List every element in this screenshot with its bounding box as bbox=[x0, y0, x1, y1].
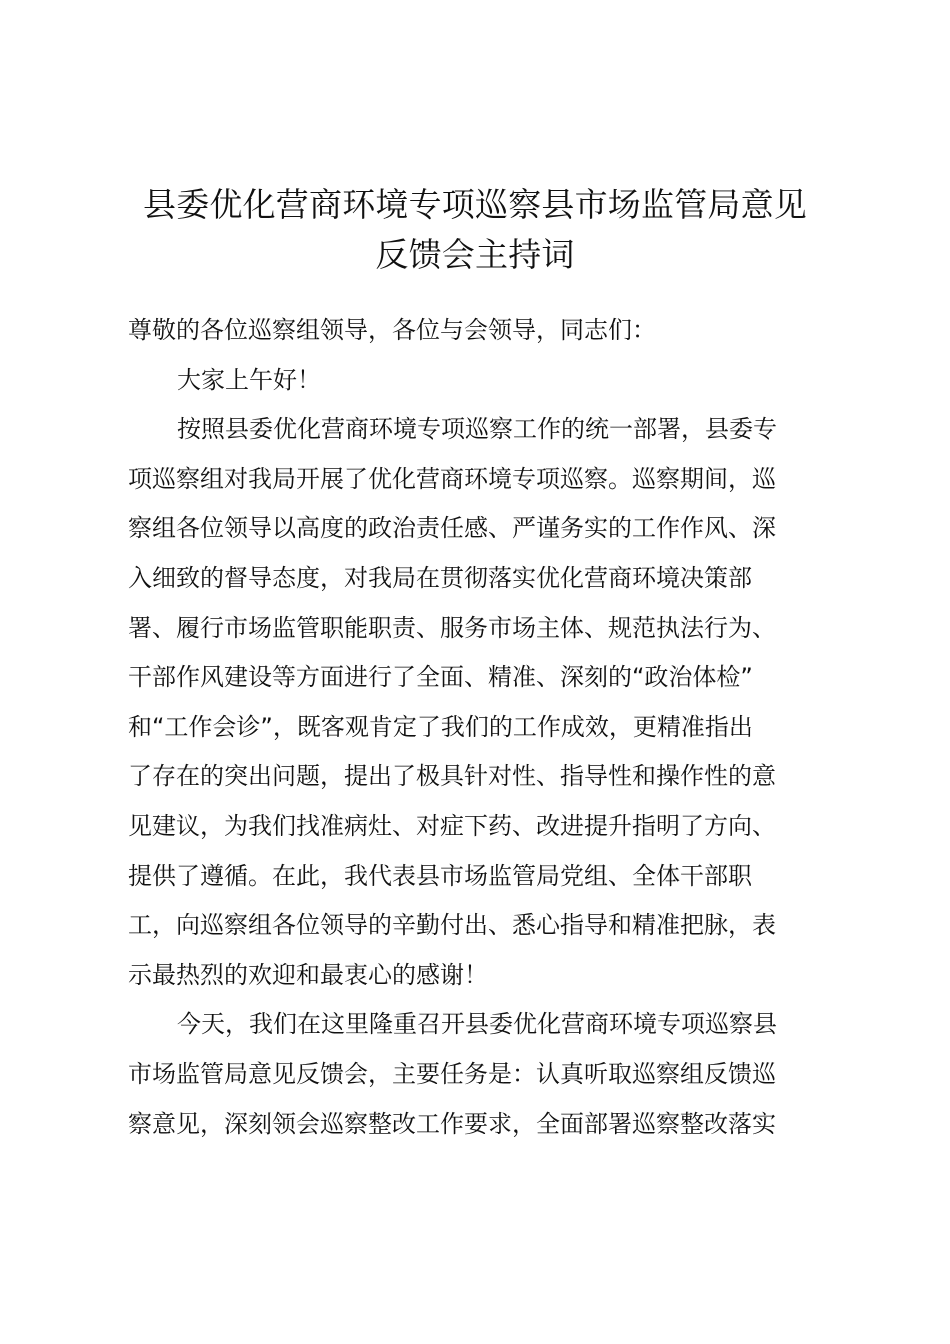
paragraph-line: 入细致的督导态度，对我局在贯彻落实优化营商环境决策部 bbox=[128, 563, 752, 592]
document-body bbox=[128, 306, 832, 1149]
paragraph-line: 工，向巡察组各位领导的辛勤付出、悉心指导和精准把脉，表 bbox=[128, 911, 776, 940]
paragraph-line: 见建议，为我们找准病灶、对症下药、改进提升指明了方向、 bbox=[128, 811, 776, 840]
salutation: 尊敬的各位巡察组领导，各位与会领导，同志们： bbox=[128, 316, 656, 344]
paragraph-line: 项巡察组对我局开展了优化营商环境专项巡察。巡察期间，巡 bbox=[128, 464, 776, 493]
title-line-2: 反馈会主持词 bbox=[375, 235, 575, 274]
paragraph-2 bbox=[128, 1000, 832, 1149]
paragraph-line: 市场监管局意见反馈会，主要任务是：认真听取巡察组反馈巡 bbox=[128, 1059, 776, 1088]
paragraph-line: 察意见，深刻领会巡察整改工作要求，全面部署巡察整改落实 bbox=[128, 1109, 776, 1138]
paragraph-line: 按照县委优化营商环境专项巡察工作的统一部署，县委专 bbox=[177, 415, 777, 444]
paragraph-line: 今天，我们在这里隆重召开县委优化营商环境专项巡察县 bbox=[177, 1010, 777, 1039]
paragraph-line: 了存在的突出问题，提出了极具针对性、指导性和操作性的意 bbox=[128, 762, 776, 791]
title-line-1: 县委优化营商环境专项巡察县市场监管局意见 bbox=[143, 185, 807, 224]
greeting: 大家上午好！ bbox=[177, 365, 321, 394]
paragraph-line: 提供了遵循。在此，我代表县市场监管局党组、全体干部职 bbox=[128, 861, 752, 890]
paragraph-line: 和“工作会诊”，既客观肯定了我们的工作成效，更精准指出 bbox=[128, 712, 753, 741]
paragraph-line: 署、履行市场监管职能职责、服务市场主体、规范执法行为、 bbox=[128, 613, 776, 642]
paragraph-line: 示最热烈的欢迎和最衷心的感谢！ bbox=[128, 960, 488, 989]
paragraph-1 bbox=[128, 405, 832, 1000]
paragraph-line: 察组各位领导以高度的政治责任感、严谨务实的工作作风、深 bbox=[128, 514, 776, 543]
paragraph-line: 干部作风建设等方面进行了全面、精准、深刻的“政治体检” bbox=[128, 663, 753, 692]
document-title bbox=[100, 180, 850, 280]
